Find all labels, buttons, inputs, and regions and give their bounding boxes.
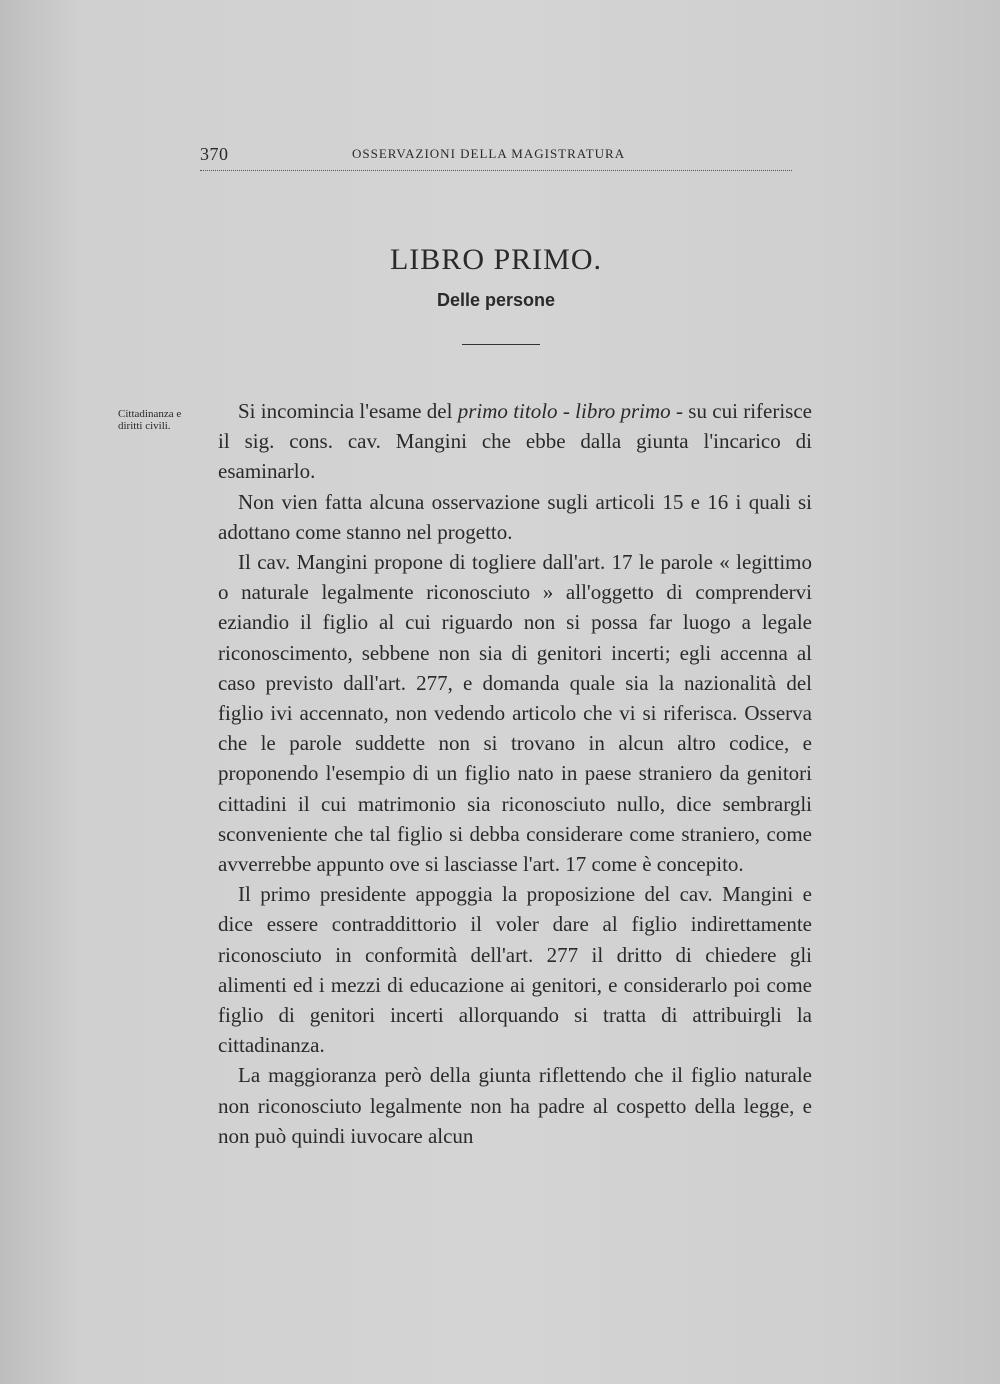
page-number: 370	[200, 144, 229, 164]
paragraph: Il primo presidente appoggia la proposizione del cav. Mangini e dice essere contraddittorio il voler dare al figlio indirettamente riconosciuto in conformità dell'art. 277 il dritto di chiedere gli alimenti ed i mezzi di educazione ai genitori, e considerarlo poi come figlio di genitori incerti allorquando si tratta di attribuirgli la cittadinanza.	[218, 882, 812, 1058]
section-divider	[462, 344, 540, 345]
paragraph: La maggioranza però della giunta riflettendo che il figlio naturale non riconosciuto legalmente non ha padre al cospetto della legge, e non può quindi iuvocare alcun	[218, 1063, 812, 1148]
book-title: LIBRO PRIMO.	[389, 243, 603, 276]
paragraph: Non vien fatta alcuna osservazione sugli articoli 15 e 16 i quali si adottano come stanno nel progetto.	[218, 489, 812, 544]
paragraph: Il cav. Mangini propone di togliere dall'art. 17 le parole « legittimo o naturale legalmente riconosciuto » all'oggetto di comprendervi eziandio il figlio al cui riguardo non si possa far luogo a legale riconoscimento, sebbene non sia di genitori incerti; egli accenna al caso previsto dall'art. 277, e domanda quale sia la nazionalità del figlio ivi accennato, non vedendo articolo che vi si riferisca. Osserva che le parole suddette non si trovano in alcun altro codice, e proponendo l'esempio di un figlio nato in paese straniero da genitori cittadini il cui matrimonio sia riconosciuto nullo, dice sembrargli sconveniente che tal figlio si debba considerare come straniero, come avverrebbe appunto ove si lasciasse l'art. 17 come è concepito.	[218, 550, 812, 877]
paragraph	[218, 396, 812, 487]
paragraph-text: Si incomincia l'esame del	[238, 399, 458, 423]
emphasis-text: primo titolo - libro primo	[457, 399, 671, 423]
body-text	[218, 396, 812, 1151]
running-header	[200, 140, 792, 171]
running-title: OSSERVAZIONI DELLA MAGISTRATURA	[352, 146, 626, 161]
marginal-note: Cittadinanza e diritti civili.	[118, 408, 182, 432]
paragraph-text: - su cui riferisce il sig. cons. cav. Mangini che ebbe dalla giunta l'incarico di esaminarlo.	[218, 399, 812, 484]
section-subtitle: Delle persone	[436, 290, 556, 310]
